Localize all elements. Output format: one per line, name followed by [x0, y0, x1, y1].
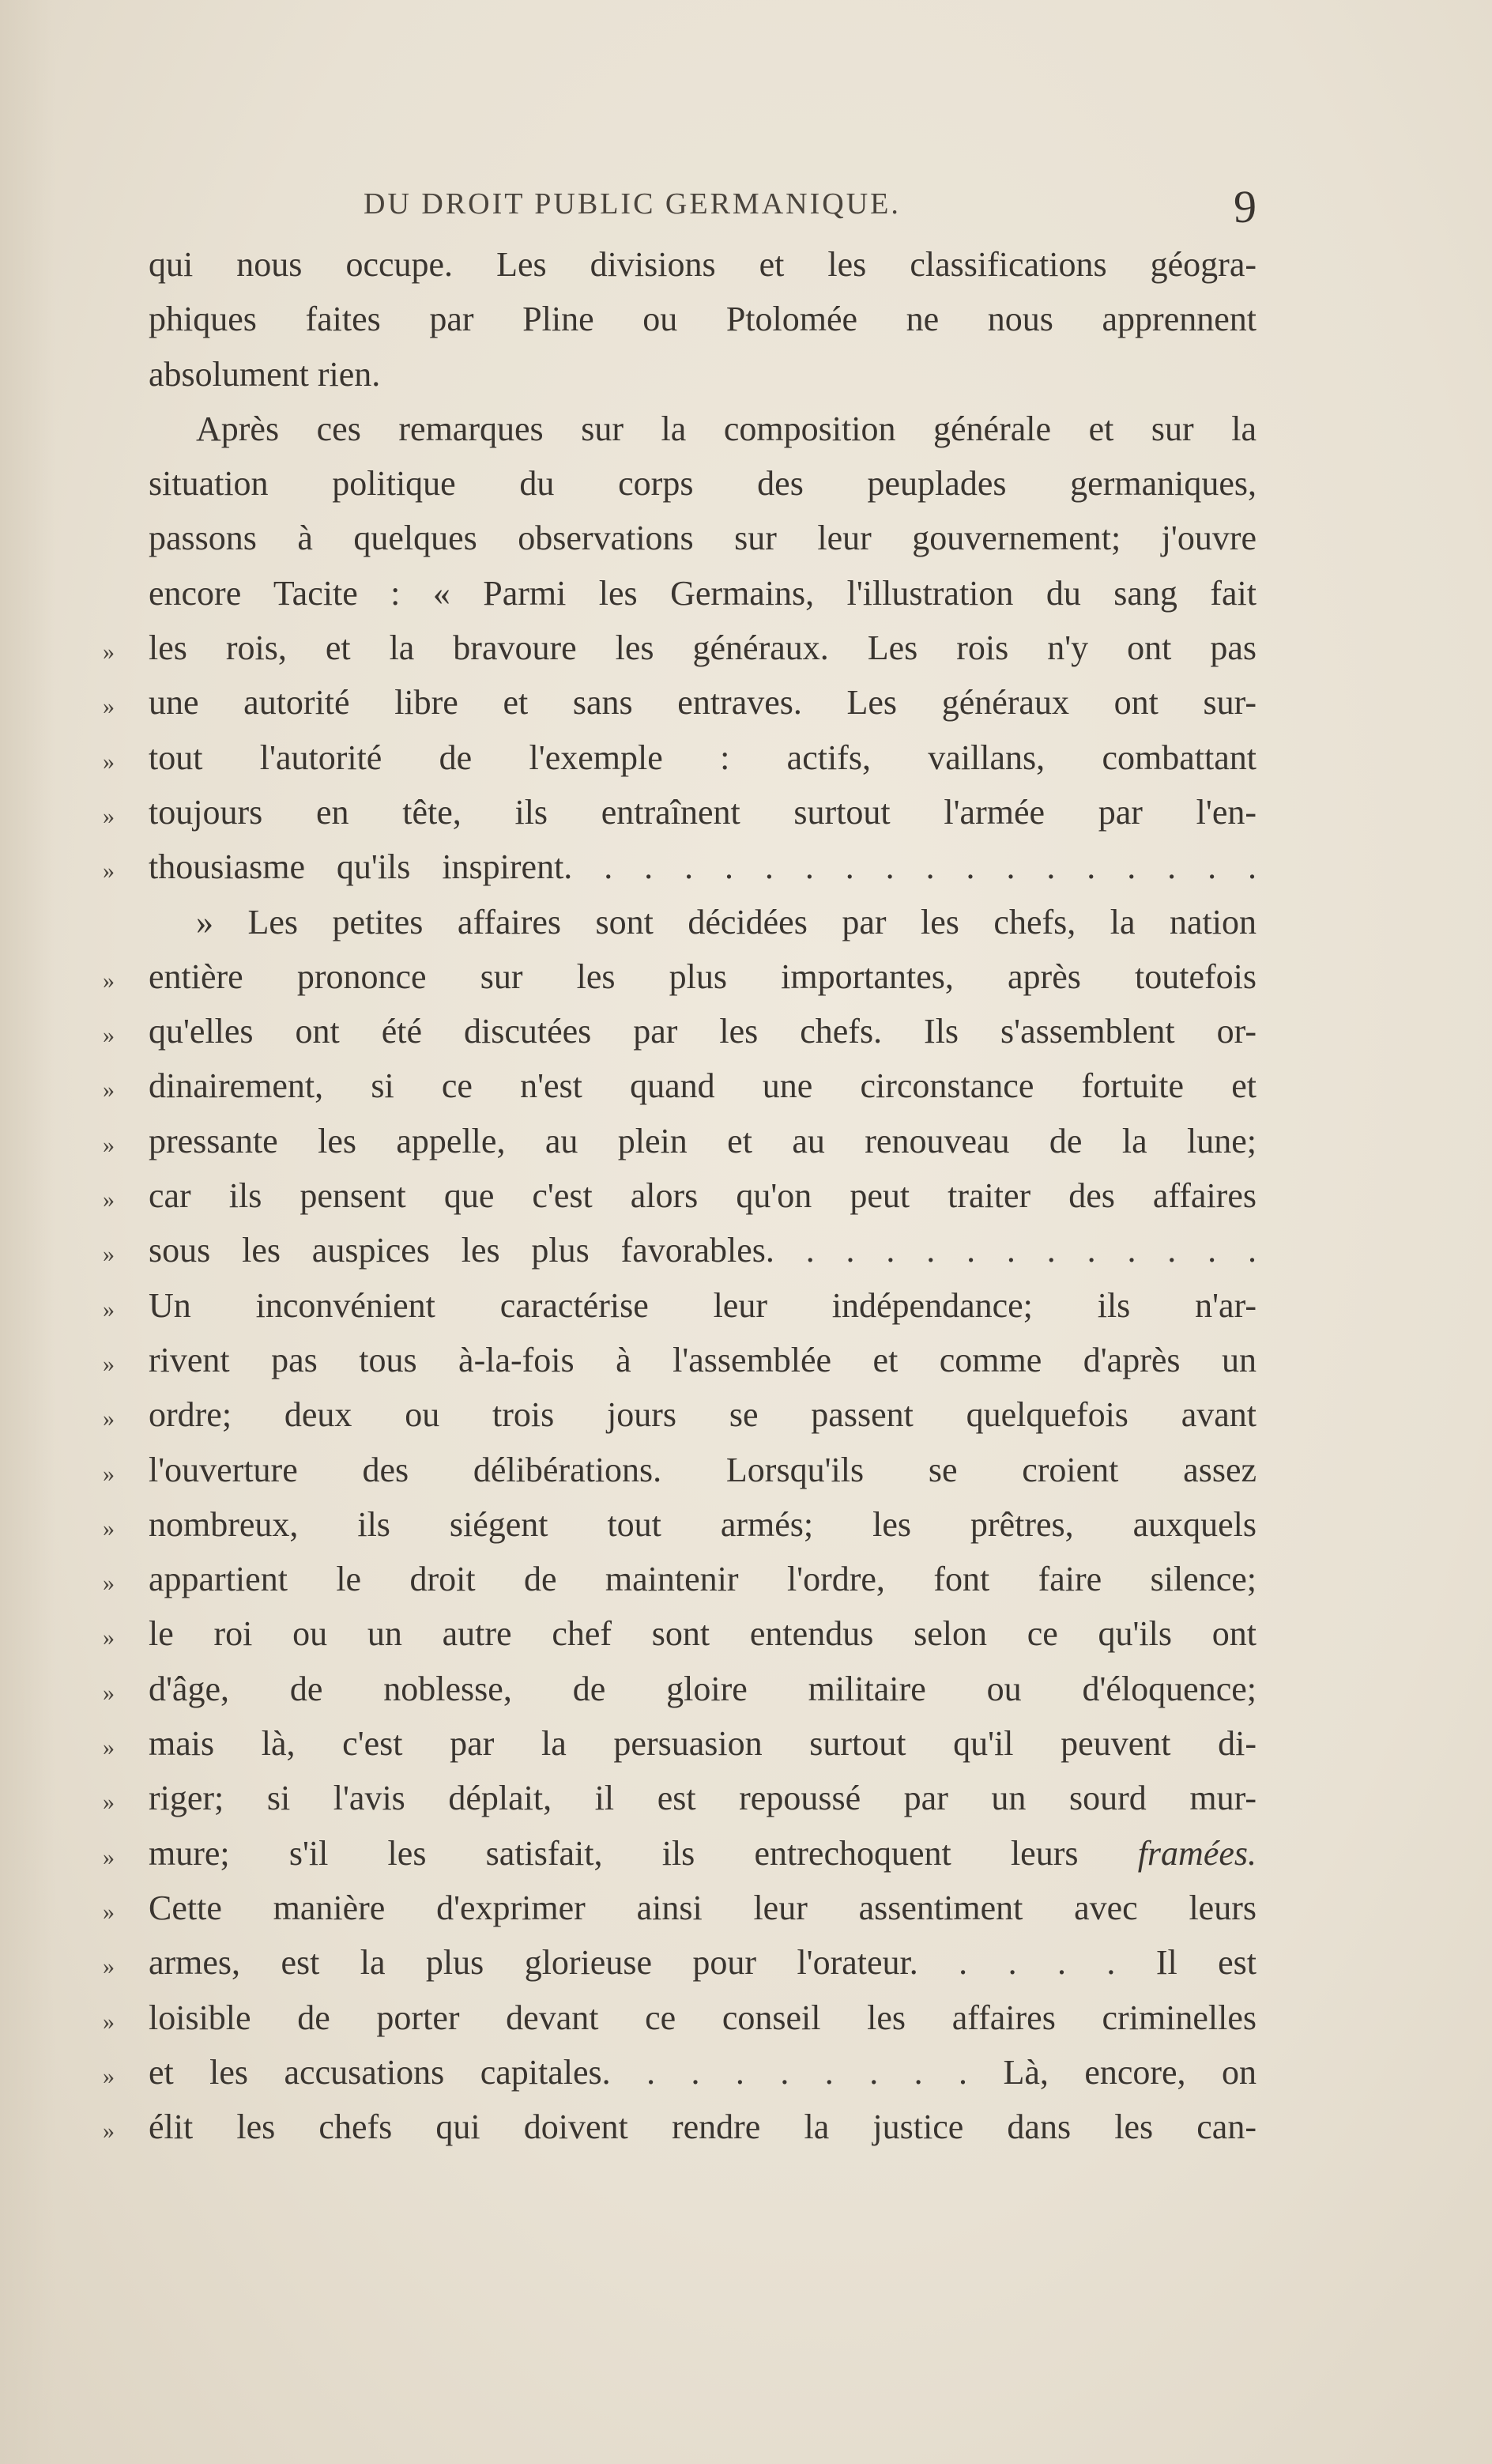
text-line	[103, 1004, 1257, 1058]
line-text	[149, 1716, 1257, 1771]
text-line	[103, 1716, 1257, 1771]
line-text	[149, 2045, 1257, 2100]
line-text-content: qu'elles ont été discutées par les chefs. Ils s'assemblent or-	[149, 1012, 1257, 1051]
line-text	[149, 1990, 1257, 2045]
body-text	[103, 237, 1257, 2154]
text-line	[103, 1826, 1257, 1881]
quote-mark: »	[103, 1515, 115, 1541]
quote-mark: »	[103, 2008, 115, 2035]
line-text	[149, 675, 1257, 730]
line-text-content: Cette manière d'exprimer ainsi leur assentiment avec leurs	[149, 1888, 1257, 1927]
quote-mark: »	[103, 2062, 115, 2089]
text-line	[103, 1552, 1257, 1606]
line-text-content: Après ces remarques sur la composition générale et sur la	[196, 409, 1257, 448]
line-text-content: le roi ou un autre chef sont entendus selon ce qu'ils ont	[149, 1614, 1257, 1654]
line-text-content: appartient le droit de maintenir l'ordre, font faire silence;	[149, 1560, 1257, 1599]
text-line	[103, 402, 1257, 456]
text-line	[103, 1990, 1257, 2045]
quote-mark: »	[103, 1350, 115, 1377]
line-text	[149, 621, 1257, 675]
text-line	[103, 237, 1257, 292]
line-text	[149, 1058, 1257, 1113]
line-text-content: loisible de porter devant ce conseil les affaires criminelles	[149, 1998, 1257, 2037]
line-text	[149, 1387, 1257, 1442]
line-text	[149, 1935, 1257, 1990]
line-text-content: une autorité libre et sans entraves. Les généraux ont sur-	[149, 683, 1257, 723]
text-line	[103, 1058, 1257, 1113]
text-line	[103, 347, 1257, 402]
text-line	[103, 566, 1257, 621]
text-line	[103, 1881, 1257, 1935]
text-line	[103, 949, 1257, 1004]
line-text-content: entière prononce sur les plus importantes, après toutefois	[149, 957, 1257, 996]
line-text	[149, 1168, 1257, 1223]
line-text-content: qui nous occupe. Les divisions et les classifications géogra-	[149, 245, 1257, 284]
line-text	[149, 1826, 1257, 1881]
text-line	[103, 1771, 1257, 1825]
line-text	[149, 840, 1257, 894]
line-text-content: élit les chefs qui doivent rendre la justice dans les can-	[149, 2107, 1257, 2147]
running-title: DU DROIT PUBLIC GERMANIQUE.	[364, 187, 901, 221]
line-text	[149, 785, 1257, 840]
line-text	[149, 2100, 1257, 2154]
line-text-content: ordre; deux ou trois jours se passent quelquefois avant	[149, 1395, 1257, 1435]
quote-mark: »	[103, 639, 115, 666]
quote-mark: »	[103, 1734, 115, 1761]
quote-mark: »	[103, 967, 115, 994]
line-text-content: phiques faites par Pline ou Ptolomée ne nous apprennent	[149, 300, 1257, 339]
line-text	[149, 347, 1257, 402]
line-text	[149, 949, 1257, 1004]
text-line	[103, 1606, 1257, 1661]
line-text	[149, 895, 1257, 949]
line-text	[149, 511, 1257, 565]
line-text-content: Un inconvénient caractérise leur indépendance; ils n'ar-	[149, 1285, 1257, 1325]
line-text	[149, 1114, 1257, 1168]
quote-mark: »	[103, 1406, 115, 1432]
line-text	[149, 292, 1257, 346]
text-line	[103, 785, 1257, 840]
line-text	[149, 1771, 1257, 1825]
text-line	[103, 1333, 1257, 1387]
text-line	[103, 621, 1257, 675]
line-text-content: et les accusations capitales. . . . . . . . . Là, encore, on	[149, 2052, 1257, 2092]
text-line	[103, 1278, 1257, 1333]
quote-mark: »	[103, 1624, 115, 1651]
text-line	[103, 1443, 1257, 1497]
line-text	[149, 402, 1257, 456]
quote-mark: »	[103, 1953, 115, 1980]
line-text	[149, 730, 1257, 785]
text-line	[103, 1497, 1257, 1552]
line-text-content: thousiasme qu'ils inspirent. . . . . . . . . . . . . . . . . .	[149, 847, 1257, 887]
line-text-content: mais là, c'est par la persuasion surtout qu'il peuvent di-	[149, 1724, 1257, 1764]
quote-mark: »	[103, 1077, 115, 1104]
line-text	[149, 1333, 1257, 1387]
text-line	[103, 511, 1257, 565]
page-header	[103, 181, 1257, 234]
quote-mark: »	[103, 1679, 115, 1706]
quote-mark: »	[103, 1022, 115, 1049]
quote-mark: »	[103, 2118, 115, 2145]
line-text	[149, 1443, 1257, 1497]
text-line	[103, 456, 1257, 511]
line-text-content: mure; s'il les satisfait, ils entrechoquent leurs	[149, 1833, 1079, 1873]
text-line	[103, 675, 1257, 730]
text-line	[103, 1168, 1257, 1223]
quote-mark: »	[103, 748, 115, 775]
page-number: 9	[1234, 181, 1257, 232]
quote-mark: »	[103, 1843, 115, 1870]
text-line	[103, 2100, 1257, 2154]
quote-mark: »	[103, 1789, 115, 1816]
line-text-content: armes, est la plus glorieuse pour l'orateur. . . . . Il est	[149, 1943, 1257, 1983]
line-text-content: rivent pas tous à-la-fois à l'assemblée et comme d'après un	[149, 1340, 1257, 1379]
line-text-content: pressante les appelle, au plein et au renouveau de la lune;	[149, 1121, 1257, 1160]
text-line	[103, 895, 1257, 949]
line-text	[149, 1552, 1257, 1606]
quote-mark: »	[103, 693, 115, 720]
line-text	[149, 1606, 1257, 1661]
text-line	[103, 1662, 1257, 1716]
line-text-content: toujours en tête, ils entraînent surtout l'armée par l'en-	[149, 792, 1257, 832]
line-text-content: riger; si l'avis déplait, il est repoussé par un sourd mur-	[149, 1779, 1257, 1818]
line-text-content: passons à quelques observations sur leur gouvernement; j'ouvre	[149, 519, 1257, 558]
line-text	[149, 1662, 1257, 1716]
line-text-content: » Les petites affaires sont décidées par les chefs, la nation	[196, 902, 1257, 941]
line-text	[149, 566, 1257, 621]
text-line	[103, 1114, 1257, 1168]
line-text-content: absolument rien.	[149, 354, 381, 394]
line-text-content: dinairement, si ce n'est quand une circonstance fortuite et	[149, 1066, 1257, 1106]
line-text-content: nombreux, ils siégent tout armés; les prêtres, auxquels	[149, 1504, 1257, 1544]
quote-mark: »	[103, 1131, 115, 1158]
text-line	[103, 1387, 1257, 1442]
line-text	[149, 1004, 1257, 1058]
line-text-content: tout l'autorité de l'exemple : actifs, vaillans, combattant	[149, 738, 1257, 777]
quote-mark: »	[103, 1898, 115, 1925]
text-line	[103, 292, 1257, 346]
text-line	[103, 1935, 1257, 1990]
line-text	[149, 1278, 1257, 1333]
line-text-content: les rois, et la bravoure les généraux. Les rois n'y ont pas	[149, 628, 1257, 668]
text-line	[103, 840, 1257, 894]
text-line	[103, 730, 1257, 785]
line-text-content: encore Tacite : « Parmi les Germains, l'illustration du sang fait	[149, 573, 1257, 613]
page-shadow	[0, 0, 55, 2464]
line-text	[149, 1497, 1257, 1552]
line-text-content: situation politique du corps des peuplades germaniques,	[149, 464, 1257, 504]
text-line	[103, 2045, 1257, 2100]
quote-mark: »	[103, 1570, 115, 1597]
quote-mark: »	[103, 1241, 115, 1268]
line-text-content: car ils pensent que c'est alors qu'on peut traiter des affaires	[149, 1176, 1257, 1216]
line-text	[149, 237, 1257, 292]
text-line	[103, 1223, 1257, 1277]
quote-mark: »	[103, 1187, 115, 1213]
quote-mark: »	[103, 1296, 115, 1323]
line-text	[149, 456, 1257, 511]
line-text-content: l'ouverture des délibérations. Lorsqu'ils se croient assez	[149, 1450, 1257, 1489]
line-text-content: sous les auspices les plus favorables. . . . . . . . . . . . .	[149, 1231, 1257, 1270]
line-text	[149, 1881, 1257, 1935]
italic-word: framées.	[1137, 1833, 1257, 1873]
quote-mark: »	[103, 1460, 115, 1487]
quote-mark: »	[103, 802, 115, 829]
quote-mark: »	[103, 858, 115, 885]
line-text-content: d'âge, de noblesse, de gloire militaire ou d'éloquence;	[149, 1669, 1257, 1708]
line-text	[149, 1223, 1257, 1277]
